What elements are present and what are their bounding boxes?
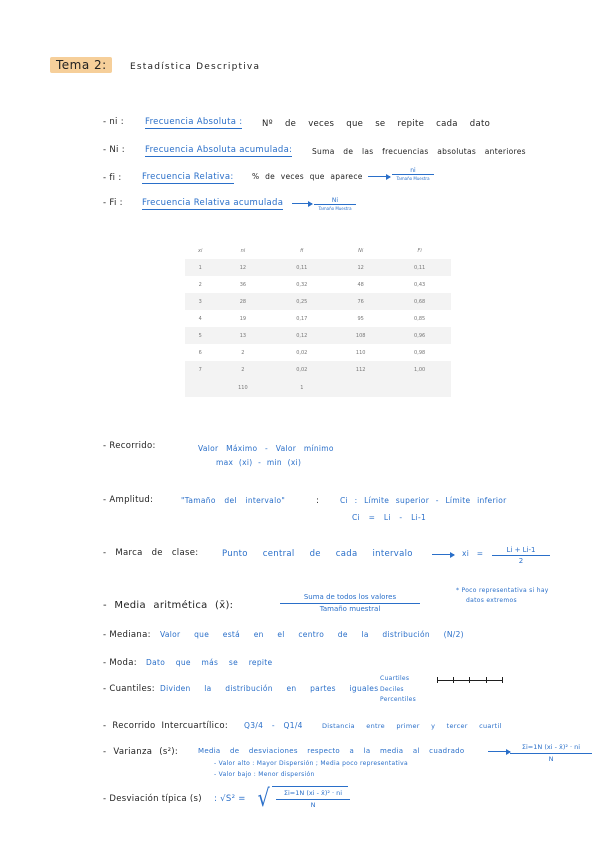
- def-Fi-fraction: Ni Tamaño Muestra: [314, 197, 356, 212]
- marca-desc: Punto central de cada intervalo: [222, 549, 413, 559]
- def-fi-bullet: - fi :: [103, 173, 122, 183]
- table-row: 7 2 0,02 112 1,00: [185, 361, 451, 378]
- desviacion-eq: : √S² =: [214, 794, 246, 804]
- quartile-tick: [453, 677, 454, 683]
- arrow-icon: [432, 554, 454, 555]
- recorrido-iq-formula: Q3/4 - Q1/4: [244, 721, 303, 730]
- def-Ni-term: Frecuencia Absoluta acumulada:: [145, 145, 293, 155]
- table-row: 5 13 0,12 108 0,96: [185, 327, 451, 344]
- media-label: - Media aritmética (x̄):: [103, 600, 234, 611]
- recorrido-line2: max (xi) - min (xi): [216, 458, 302, 467]
- def-ni-desc: Nº de veces que se repite cada dato: [262, 119, 491, 129]
- mediana-desc: Valor que está en el centro de la distribución (N/2): [160, 630, 464, 639]
- table-header: Fi: [417, 247, 422, 254]
- cuantiles-label: - Cuantiles:: [103, 684, 155, 694]
- def-fi-term: Frecuencia Relativa:: [142, 172, 234, 182]
- table-row: 3 28 0,25 76 0,68: [185, 293, 451, 310]
- topic-subject: Estadística Descriptiva: [130, 62, 261, 72]
- def-ni-term: Frecuencia Absoluta :: [145, 117, 243, 127]
- quartile-tick: [486, 677, 487, 683]
- media-fraction: Suma de todos los valores Tamaño muestral: [280, 592, 420, 615]
- arrow-icon: [488, 751, 510, 752]
- table-row: 6 2 0,02 110 0,98: [185, 344, 451, 361]
- table-row: 4 19 0,17 95 0,85: [185, 310, 451, 327]
- def-ni-bullet: - ni :: [103, 117, 124, 127]
- mediana-label: - Mediana:: [103, 630, 151, 640]
- def-Fi-bullet: - Fi :: [103, 198, 123, 208]
- table-row: 1 12 0,11 12 0,11: [185, 259, 451, 276]
- table-row: 2 36 0,32 48 0,43: [185, 276, 451, 293]
- amplitud-quote: "Tamaño del intervalo": [181, 496, 286, 505]
- media-note-1: * Poco representativa si hay: [456, 587, 549, 594]
- table-header: xi: [197, 247, 203, 254]
- def-Ni-desc: Suma de las frecuencias absolutas anteriores: [312, 147, 526, 156]
- table-header: fi: [300, 247, 304, 254]
- arrow-icon: [292, 203, 312, 204]
- table-header: Ni: [358, 247, 364, 254]
- table-header-row: [185, 242, 451, 259]
- varianza-fraction: $\frac{\text{Σi=1N (xi - x̄)² · ni}}{N}$: [510, 742, 592, 765]
- arrow-icon: [368, 176, 390, 177]
- cuantiles-item-deciles: Deciles: [380, 686, 404, 693]
- desviacion-fraction: $\frac{\text{Σi=1N (xi - x̄)² · ni}}{N}$: [276, 788, 350, 811]
- varianza-bullet-2: - Valor bajo : Menor dispersión: [214, 771, 315, 778]
- topic-title: Tema 2:: [56, 58, 107, 72]
- desviacion-label: - Desviación típica (s): [103, 794, 202, 804]
- sqrt-bar: [272, 786, 348, 787]
- amplitud-colon: :: [316, 496, 320, 506]
- frequency-table: [185, 242, 451, 397]
- amplitud-ci: Ci : Límite superior - Límite inferior: [340, 496, 507, 505]
- varianza-label: - Varianza (s²):: [103, 747, 179, 757]
- marca-fraction: $\frac{Li + Li-1}{2}$: [492, 545, 550, 566]
- amplitud-label: - Amplitud:: [103, 495, 154, 505]
- marca-label: - Marca de clase:: [103, 548, 199, 558]
- varianza-desc: Media de desviaciones respecto a la media al cuadrado: [198, 747, 465, 755]
- quartile-line: [437, 680, 503, 681]
- recorrido-iq-label: - Recorrido Intercuartílico:: [103, 721, 228, 731]
- varianza-bullet-1: - Valor alto : Mayor Dispersión ; Media poco representativa: [214, 760, 408, 767]
- table-header: ni: [240, 247, 246, 254]
- def-fi-desc: % de veces que aparece: [252, 172, 363, 181]
- quartile-tick: [437, 677, 438, 683]
- quartile-tick: [469, 677, 470, 683]
- cuantiles-desc: Dividen la distribución en partes iguales: [160, 684, 379, 693]
- def-fi-fraction: ni Tamaño Muestra: [392, 167, 434, 182]
- moda-label: - Moda:: [103, 658, 137, 668]
- amplitud-ci2: Ci = Li - Li-1: [352, 513, 427, 522]
- quartile-tick: [502, 677, 503, 683]
- moda-desc: Dato que más se repite: [146, 658, 273, 667]
- cuantiles-item-percentiles: Percentiles: [380, 696, 417, 703]
- recorrido-iq-desc: Distancia entre primer y tercer cuartil: [322, 722, 502, 730]
- sqrt-icon: √: [257, 784, 271, 812]
- table-totals-row: 110 1: [185, 378, 451, 397]
- recorrido-label: - Recorrido:: [103, 441, 156, 451]
- def-Fi-term: Frecuencia Relativa acumulada: [142, 198, 284, 208]
- cuantiles-item-cuartiles: Cuartiles: [380, 675, 410, 682]
- media-note-2: datos extremos: [466, 597, 517, 604]
- marca-formula-lhs: xi =: [462, 549, 484, 558]
- recorrido-line1: Valor Máximo - Valor mínimo: [198, 444, 334, 453]
- def-Ni-bullet: - Ni :: [103, 145, 125, 155]
